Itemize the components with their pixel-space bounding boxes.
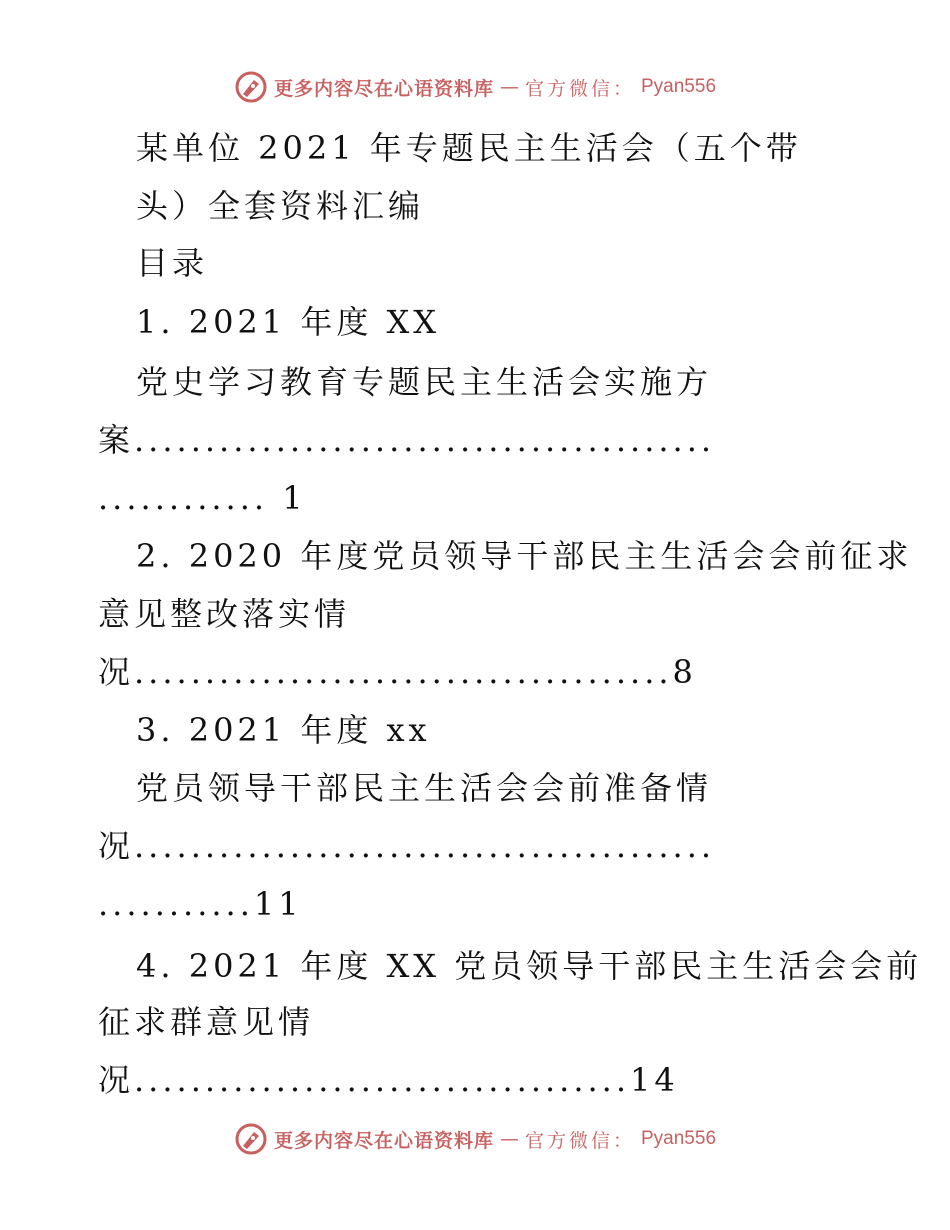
toc-heading: 目录 [136, 244, 209, 282]
toc-item-1-line-3: 案......................................... [98, 421, 716, 459]
toc-item-1-line-2: 党史学习教育专题民主生活会实施方 [136, 363, 713, 401]
header-watermark [0, 70, 950, 104]
watermark-main-text: 更多内容尽在心语资料库 [273, 1129, 494, 1152]
toc-item-2-line-2: 意见整改落实情 [98, 595, 351, 633]
toc-item-4-line-2: 征求群意见情 [98, 1003, 315, 1041]
document-title-line-1: 某单位 2021 年专题民主生活会（五个带 [136, 129, 802, 167]
toc-item-1-line-1: 1. 2021 年度 XX [136, 303, 441, 341]
watermark-wechat-id: Pyan556 [641, 1128, 717, 1149]
toc-item-4-page: 况...................................14 [98, 1061, 679, 1099]
toc-item-1-page: ............ 1 [98, 479, 307, 517]
watermark-wechat-id: Pyan556 [641, 76, 717, 97]
watermark-main-text: 更多内容尽在心语资料库 [273, 77, 494, 100]
watermark-official-label: 官方微信： [524, 77, 635, 100]
toc-item-2-page: 况......................................8 [98, 653, 697, 691]
toc-item-3-line-3: 况......................................... [98, 827, 716, 865]
toc-item-3-line-2: 党员领导干部民主生活会会前准备情 [136, 769, 713, 807]
pen-nib-logo-icon [234, 1122, 268, 1156]
document-title-line-2: 头）全套资料汇编 [136, 187, 425, 225]
pen-nib-logo-icon [234, 70, 268, 104]
toc-item-3-line-1: 3. 2021 年度 xx [136, 711, 431, 749]
watermark-separator: — [499, 1128, 519, 1150]
toc-item-3-page: ...........11 [98, 885, 303, 923]
footer-watermark [0, 1122, 950, 1156]
toc-item-2-line-1: 2. 2020 年度党员领导干部民主生活会会前征求 [136, 537, 913, 575]
watermark-separator: — [499, 76, 519, 98]
watermark-official-label: 官方微信： [524, 1129, 635, 1152]
toc-item-4-line-1: 4. 2021 年度 XX 党员领导干部民主生活会会前 [136, 947, 923, 985]
